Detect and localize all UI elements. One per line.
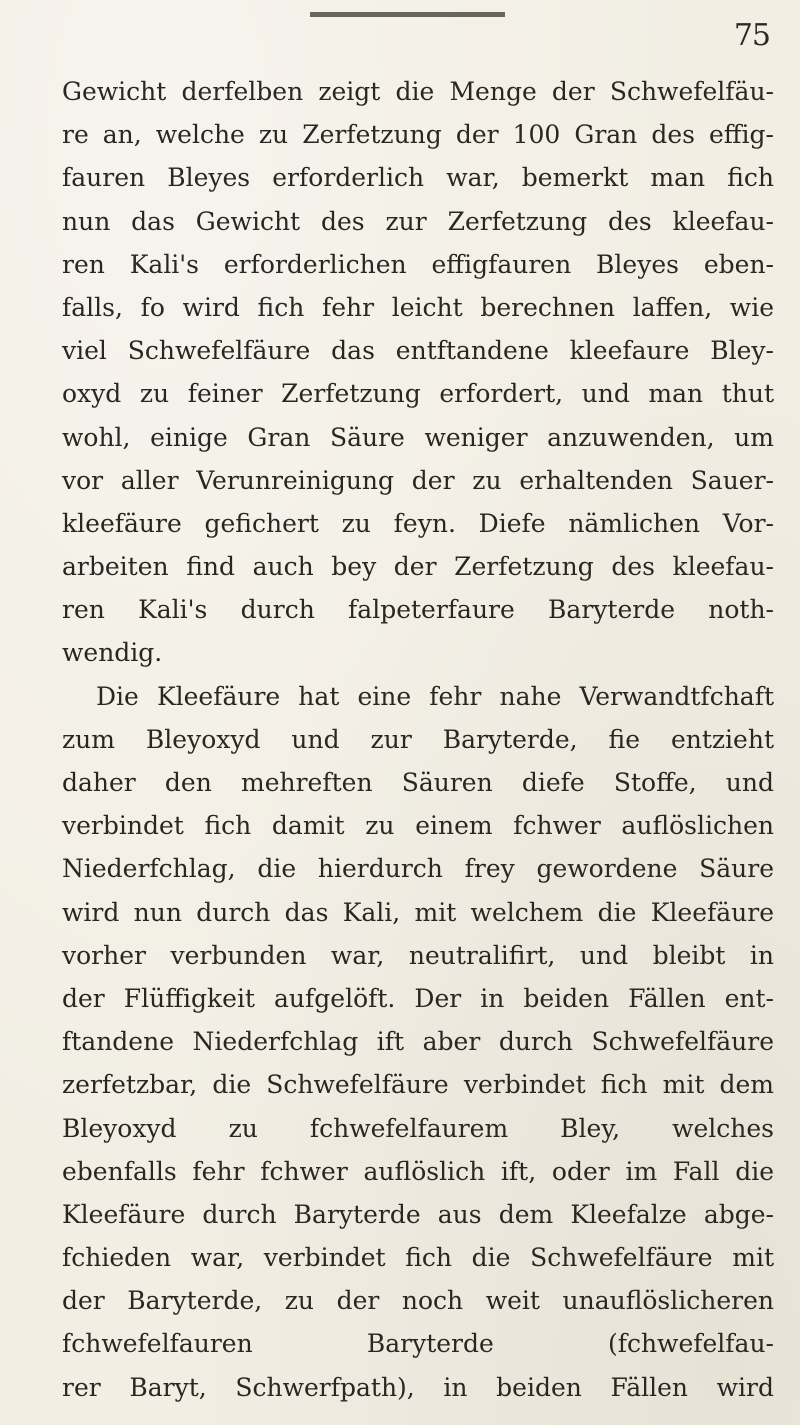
text-line: re an, welche zu Zerfetzung der 100 Gran des effig- <box>62 120 774 150</box>
text-line: ren Kali's erforderlichen effigfauren Bleyes eben- <box>62 249 774 279</box>
text-line: oxyd zu feiner Zerfetzung erfordert, und man thut <box>62 379 774 409</box>
text-line: ftandene Niederfchlag ift aber durch Schwefelfäure <box>62 1027 774 1057</box>
text-line: falls, fo wird fich fehr leicht berechnen laffen, wie <box>62 292 774 322</box>
text-line: Bleyoxyd zu fchwefelfaurem Bley, welches <box>62 1113 774 1143</box>
text-line: Kleefäure durch Baryterde aus dem Kleefalze abge- <box>62 1199 774 1229</box>
page-number: 75 <box>733 18 770 53</box>
text-line: kleefäure gefichert zu feyn. Diefe nämlichen Vor- <box>62 508 774 538</box>
text-line: Niederfchlag, die hierdurch frey gewordene Säure <box>62 854 774 884</box>
text-line: rer Baryt, Schwerfpath), in beiden Fällen wird <box>62 1372 774 1402</box>
body-text <box>62 70 774 1409</box>
text-line: zerfetzbar, die Schwefelfäure verbindet fich mit dem <box>62 1070 774 1100</box>
text-line: arbeiten find auch bey der Zerfetzung des kleefau- <box>62 552 774 582</box>
text-line: der Baryterde, zu der noch weit unauflöslicheren <box>62 1286 774 1316</box>
text-line: wendig. <box>62 638 163 668</box>
text-line: nun das Gewicht des zur Zerfetzung des kleefau- <box>62 206 774 236</box>
text-line: vor aller Verunreinigung der zu erhaltenden Sauer- <box>62 465 774 495</box>
text-line: fchwefelfauren Baryterde (fchwefelfau- <box>62 1329 774 1359</box>
text-line: zum Bleyoxyd und zur Baryterde, fie entzieht <box>62 724 774 754</box>
text-line: vorher verbunden war, neutralifirt, und bleibt in <box>62 940 774 970</box>
text-line: daher den mehreften Säuren diefe Stoffe, und <box>62 768 774 797</box>
text-line: fauren Bleyes erforderlich war, bemerkt man fich <box>62 163 774 193</box>
text-line: fchieden war, verbindet fich die Schwefelfäure mit <box>62 1243 774 1273</box>
text-line: wird nun durch das Kali, mit welchem die Kleefäure <box>62 897 774 927</box>
text-line: der Flüffigkeit aufgelöft. Der in beiden Fällen ent- <box>62 983 774 1013</box>
text-line: verbindet fich damit zu einem fchwer auflöslichen <box>62 811 774 841</box>
text-line: wohl, einige Gran Säure weniger anzuwenden, um <box>62 422 774 452</box>
paragraph-first-line: Die Kleefäure hat eine fehr nahe Verwandtfchaft <box>96 681 774 711</box>
text-line: viel Schwefelfäure das entftandene kleefaure Bley- <box>62 336 774 366</box>
text-line: ebenfalls fehr fchwer auflöslich ift, oder im Fall die <box>62 1156 774 1186</box>
text-line: Gewicht derfelben zeigt die Menge der Schwefelfäu- <box>62 77 774 106</box>
text-line: ren Kali's durch falpeterfaure Baryterde noth- <box>62 595 774 625</box>
header-rule <box>310 12 505 17</box>
